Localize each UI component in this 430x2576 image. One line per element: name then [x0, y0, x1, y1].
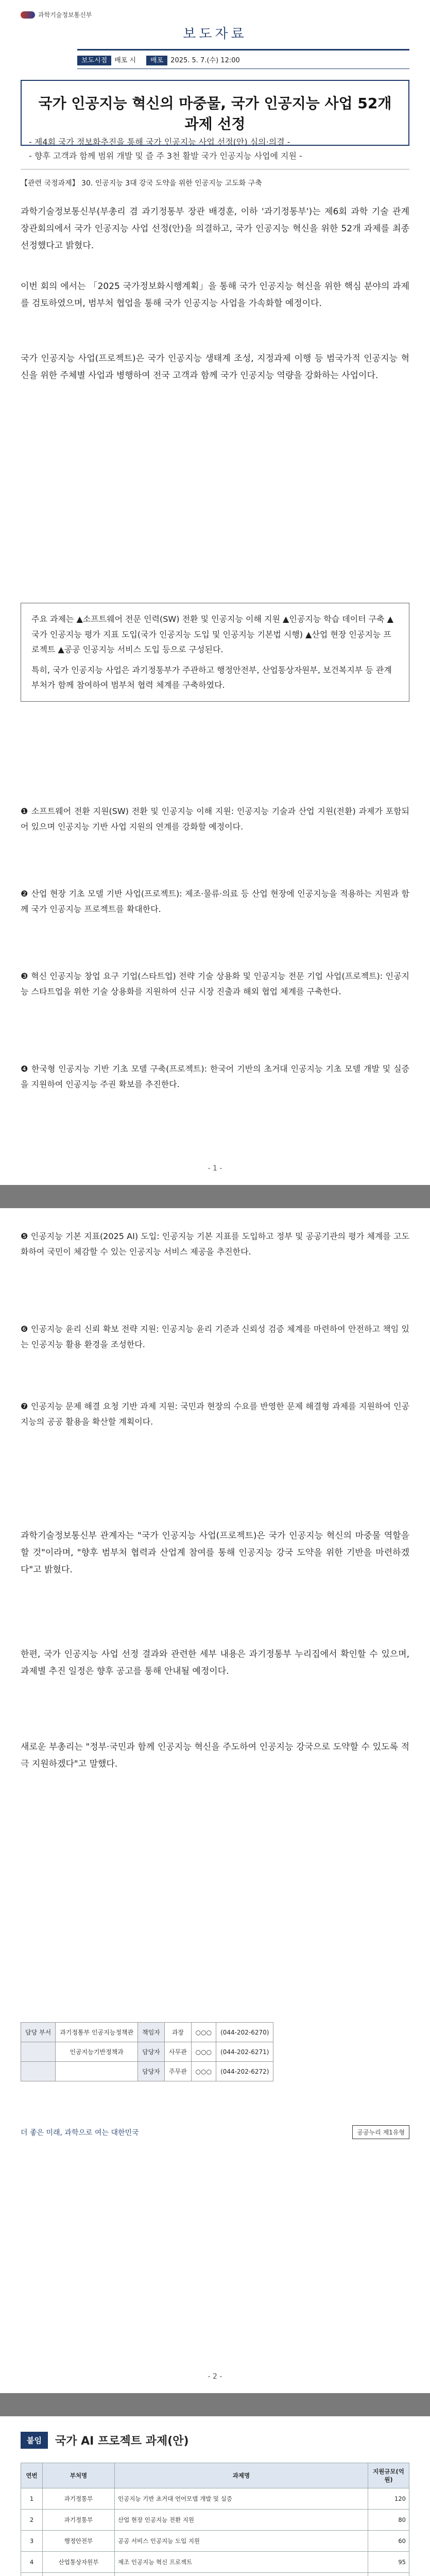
row-budget: 60: [368, 2531, 409, 2552]
table-row: [21, 2531, 409, 2552]
project-table: [21, 2463, 409, 2576]
footer-slogan: 더 좋은 미래, 과학으로 여는 대한민국: [21, 2128, 139, 2137]
ministry-logo-text: 과학기술정보통신부: [38, 11, 92, 19]
row-ministry: 과기정통부: [43, 2488, 115, 2510]
page-1: [0, 0, 430, 1185]
row-project: 공공 서비스 인공지능 도입 지원: [115, 2531, 368, 2552]
release-time-value: 배포 시: [114, 57, 136, 64]
page-3: [0, 2416, 430, 2576]
contact-cell: ○○○: [191, 2062, 216, 2081]
contact-cell: 인공지능기반정책과: [56, 2042, 138, 2062]
row-project: 인공지능 기반 초거대 언어모델 개발 및 실증: [115, 2488, 368, 2510]
subhead-line: - 향후 고객과 함께 범위 개발 및 즐 주 3천 활발 국가 인공지능 사업에 지원 -: [29, 151, 302, 161]
body-paragraph: 한편, 국가 인공지능 사업 선정 결과와 관련한 세부 내용은 과기정통부 누리집에서 확인할 수 있으며, 과제별 추진 일정은 향후 공고를 통해 안내될 예정이다.: [21, 1649, 409, 1677]
release-date: [146, 55, 240, 64]
contact-cell: [56, 2062, 138, 2081]
column-header: 연번: [21, 2463, 43, 2488]
column-header: 과제명: [115, 2463, 368, 2488]
contact-cell: ○○○: [191, 2023, 216, 2042]
page-number: - 2 -: [208, 2372, 222, 2381]
related-policy: 【관련 국정과제】 30. 인공지능 3대 강국 도약을 위한 인공지능 고도화 구축: [21, 179, 262, 188]
release-meta: [77, 49, 409, 69]
row-ministry: 과기정통부: [43, 2510, 115, 2531]
task-item: ❻ 인공지능 윤리 신뢰 확보 전략 지원: 인공지능 윤리 기준과 신뢰성 검증 체계를 마련하여 안전하고 책임 있는 인공지능 활용 환경을 조성한다.: [21, 1324, 409, 1350]
contact-cell: 담당자: [138, 2042, 165, 2062]
task-item: ❺ 인공지능 기본 지표(2025 AI) 도입: 인공지능 기본 지표를 도입하고 정부 및 공공기관의 평가 체계를 고도화하여 국민이 체감할 수 있는 인공지능 서비스 제공을 추진한다.: [21, 1231, 409, 1257]
kogl-badge: 공공누리 제1유형: [352, 2125, 409, 2139]
row-budget: 80: [368, 2510, 409, 2531]
contact-cell: ○○○: [191, 2042, 216, 2062]
table-row: [21, 2552, 409, 2573]
attachment-tag: 붙임: [21, 2432, 48, 2449]
column-header: 부처명: [43, 2463, 115, 2488]
contact-cell: 주무관: [164, 2062, 191, 2081]
contact-row: [21, 2042, 273, 2062]
table-row: [21, 2573, 409, 2576]
row-number: 1: [21, 2488, 43, 2510]
column-header: 지원규모(억원): [368, 2463, 409, 2488]
headline: 국가 인공지능 혁신의 마중물, 국가 인공지능 사업 52개 과제 선정: [21, 80, 409, 146]
page-number: - 1 -: [208, 1164, 222, 1173]
contact-cell: 사무관: [164, 2042, 191, 2062]
task-item: ❹ 한국형 인공지능 기반 기초 모델 구축(프로젝트): 한국어 기반의 초거대 인공지능 기초 모델 개발 및 실증을 지원하여 인공지능 주권 확보를 추진한다.: [21, 1064, 409, 1090]
contact-cell: (044-202-6270): [216, 2023, 273, 2042]
table-row: [21, 2488, 409, 2510]
release-date-value: 2025. 5. 7.(수) 12:00: [170, 57, 240, 64]
footer-logos: [21, 2125, 409, 2139]
task-item: ❼ 인공지능 문제 해결 요청 기반 과제 지원: 국민과 현장의 수요를 반영한 문제 해결형 과제를 지원하여 인공지능의 공공 활용을 확산할 계획이다.: [21, 1401, 409, 1427]
body-paragraph: 과학기술정보통신부(부총리 겸 과기정통부 장관 배경훈, 이하 '과기정통부')는 제6회 과학 기술 관계 장관회의에서 국가 인공지능 사업 선정(안)을 의결하고, 국가 인공지능 혁신을 위한 52개 과제를 최종 선정했다고 밝혔다.: [21, 207, 409, 251]
release-time: [77, 55, 136, 64]
attachment-header: [21, 2432, 409, 2449]
ministry-logo: [21, 10, 92, 19]
contact-cell: (044-202-6271): [216, 2042, 273, 2062]
row-ministry: [43, 2573, 115, 2576]
row-number: 2: [21, 2510, 43, 2531]
row-ministry: 산업통상자원부: [43, 2552, 115, 2573]
contact-cell: 책임자: [138, 2023, 165, 2042]
table-body: [21, 2488, 409, 2576]
contact-cell: 담당 부서: [21, 2023, 56, 2042]
row-ministry: 행정안전부: [43, 2531, 115, 2552]
subhead-line: - 제4회 국가 정보화추진을 통해 국가 인공지능 사업 선정(안) 심의·의결 -: [29, 137, 290, 147]
contact-cell: [21, 2042, 56, 2062]
body-paragraph: 이번 회의 에서는 「2025 국가정보화시행계획」을 통해 국가 인공지능 혁신을 위한 핵심 분야의 과제를 검토하였으며, 범부처 협업을 통해 국가 인공지능 사업을 가속화할 예정이다.: [21, 281, 409, 309]
box-paragraph: 주요 과제는 ▲소프트웨어 전문 인력(SW) 전환 및 인공지능 이해 지원 ▲인공지능 학습 데이터 구축 ▲국가 인공지능 평가 지표 도입(국가 인공지능 도입 및 인공지능 기본법 시행) ▲산업 현장 인공지능 프로젝트 ▲공공 인공지능 서비스 도입 등으로 구성된다.: [31, 614, 393, 655]
document-type: 보도자료: [183, 26, 247, 42]
contact-cell: 과장: [164, 2023, 191, 2042]
row-budget: 95: [368, 2552, 409, 2573]
task-item: ❶ 소프트웨어 전환 지원(SW) 전환 및 인공지능 이해 지원: 인공지능 기술과 산업 지원(전환) 과제가 포함되어 있으며 인공지능 기반 사업 지원의 연계를 강화할 예정이다.: [21, 806, 409, 832]
ministry-logo-icon: [21, 11, 35, 19]
contact-cell: (044-202-6272): [216, 2062, 273, 2081]
release-date-label: 배포: [146, 56, 167, 65]
contact-table: [21, 2022, 273, 2081]
row-number: [21, 2573, 43, 2576]
attachment-title: 국가 AI 프로젝트 과제(안): [55, 2435, 189, 2448]
highlight-box: [21, 603, 409, 702]
row-number: 3: [21, 2531, 43, 2552]
box-paragraph: 특히, 국가 인공지능 사업은 과기정통부가 주관하고 행정안전부, 산업통상자원부, 보건복지부 등 관계 부처가 함께 참여하여 범부처 협력 체계를 구축하였다.: [31, 665, 392, 690]
row-budget: 120: [368, 2488, 409, 2510]
row-project: 제조 인공지능 혁신 프로젝트: [115, 2552, 368, 2573]
table-header-row: [21, 2463, 409, 2488]
row-project: 산업 현장 인공지능 전환 지원: [115, 2510, 368, 2531]
contact-cell: 담당자: [138, 2062, 165, 2081]
body-paragraph: 국가 인공지능 사업(프로젝트)은 국가 인공지능 생태계 조성, 지정과제 이행 등 범국가적 인공지능 혁신을 위한 주체별 사업과 병행하여 전국 고객과 함께 국가 인공지능 역량을 강화하는 사업이다.: [21, 353, 409, 381]
row-number: 4: [21, 2552, 43, 2573]
subheadline: [21, 129, 409, 170]
contact-cell: [21, 2062, 56, 2081]
task-item: ❷ 산업 현장 기초 모델 기반 사업(프로젝트): 제조·물류·의료 등 산업 현장에 인공지능을 적용하는 지원과 함께 국가 인공지능 프로젝트를 확대한다.: [21, 889, 409, 914]
row-budget: [368, 2573, 409, 2576]
body-paragraph: 과학기술정보통신부 관계자는 "국가 인공지능 사업(프로젝트)은 국가 인공지능 혁신의 마중물 역할을 할 것"이라며, "향후 범부처 협력과 산업계 참여를 통해 인공지능 강국 도약을 위한 기반을 마련하겠다"고 밝혔다.: [21, 1531, 409, 1575]
page-2: [0, 1208, 430, 2393]
row-project: [115, 2573, 368, 2576]
contact-cell: 과기정통부 인공지능정책관: [56, 2023, 138, 2042]
body-paragraph: 새로운 부총리는 "정부·국민과 함께 인공지능 혁신을 주도하여 인공지능 강국으로 도약할 수 있도록 적극 지원하겠다"고 말했다.: [21, 1742, 409, 1770]
contact-row: [21, 2062, 273, 2081]
task-item: ❸ 혁신 인공지능 창업 요구 기업(스타트업) 전략 기술 상용화 및 인공지능 전문 기업 사업(프로젝트): 인공지능 스타트업을 위한 기술 상용화를 지원하여 신규 시장 진출과 해외 협업 체계를 구축한다.: [21, 971, 409, 997]
table-row: [21, 2510, 409, 2531]
release-time-label: 보도시점: [77, 56, 111, 65]
contact-row: [21, 2023, 273, 2042]
